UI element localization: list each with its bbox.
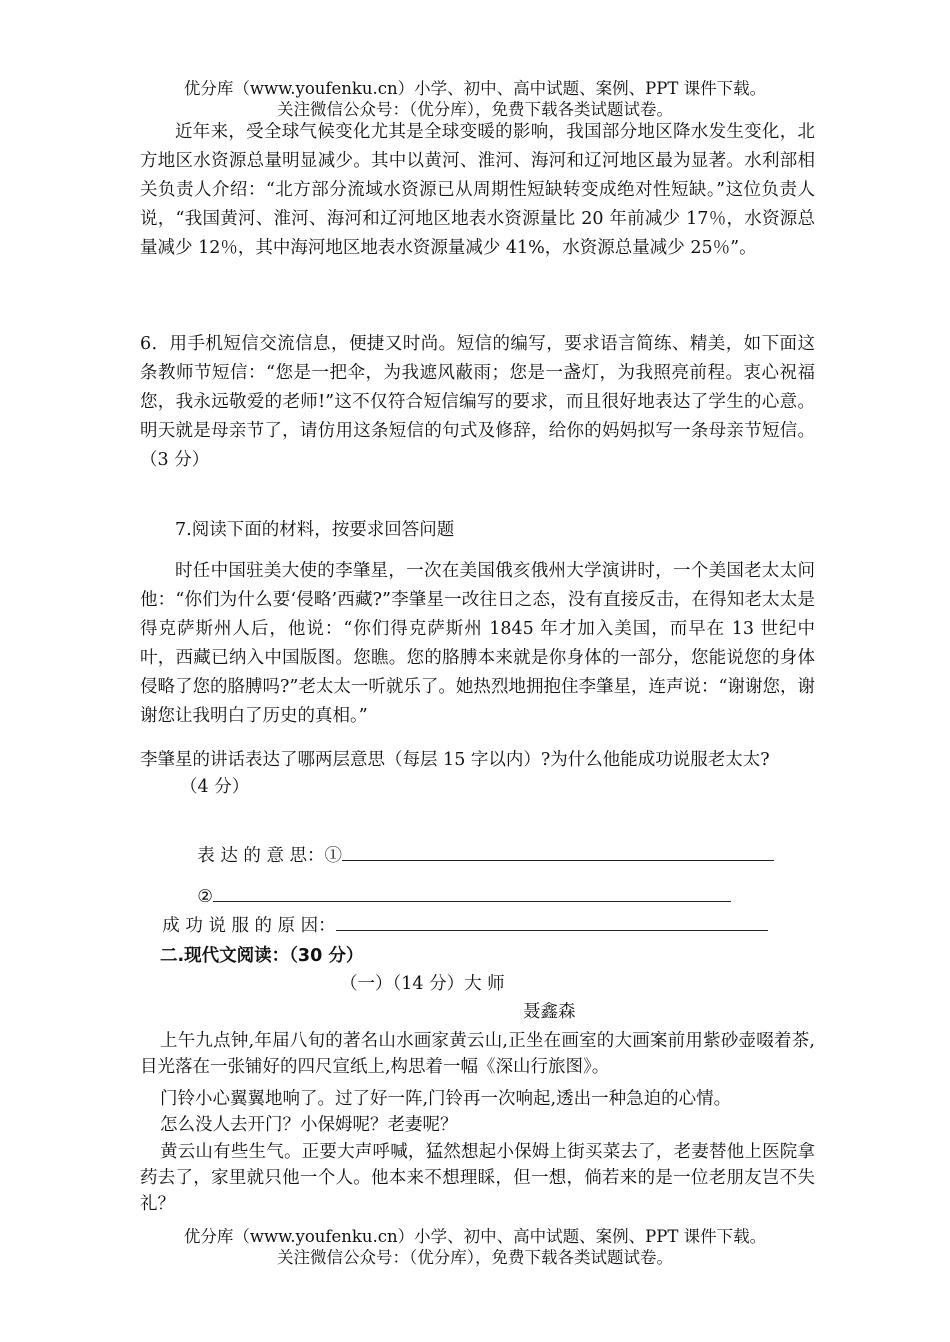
section-2-title: 二.现代文阅读：（30 分）	[160, 946, 364, 966]
section-2-author: 聂鑫森	[523, 1002, 576, 1022]
story-paragraph-2: 门铃小心翼翼地响了。过了好一阵,门铃再一次响起,透出一种急迫的心情。	[160, 1089, 732, 1109]
story-paragraph-3: 怎么没人去开门？小保姆呢？老妻呢？	[160, 1115, 458, 1135]
question-7-material: 时任中国驻美大使的李肇星，一次在美国俄亥俄州大学演讲时，一个美国老太太问他：“你们为什么要‘侵略’西藏?”李肇星一改往日之态，没有直接反击，在得知老太太是得克萨斯州人后，他说：“你们得克萨斯州 1845 年才加入美国，而早在 13 世纪中叶，西藏已纳入中国版图。您瞧。您的胳膊本来就是你身体的一部分，您能说您的身体侵略了您的胳膊吗?”老太太一听就乐了。她热烈地拥抱住李肇星，连声说：“谢谢您，谢谢您让我明白了历史的真相。”	[140, 561, 815, 726]
story-paragraph-4: 黄云山有些生气。正要大声呼喊，猛然想起小保姆上街买菜去了，老妻替他上医院拿药去了，家里就只他一个人。他本来不想理睬，但一想，倘若来的是一位老朋友岂不失礼？	[140, 1142, 815, 1214]
footer-line-2: 关注微信公众号：（优分库），免费下载各类试题试卷。	[277, 1248, 673, 1267]
intro-paragraph: 近年来，受全球气候变化尤其是全球变暖的影响，我国部分地区降水发生变化，北方地区水资源总量明显减少。其中以黄河、淮河、海河和辽河地区最为显著。水利部相关负责人介绍：“北方部分流域水资源已从周期性短缺转变成绝对性短缺。”这位负责人说，“我国黄河、淮河、海河和辽河地区地表水资源量比 20 年前减少 17％，水资源总量减少 12％，其中海河地区地表水资源量减少 41%，水资源总量减少 25％”。	[140, 122, 815, 258]
question-7-title: 7.阅读下面的材料，按要求回答问题	[175, 520, 455, 540]
question-7-points: （4 分）	[180, 777, 250, 797]
footer-line-1: 优分库（www.youfenku.cn）小学、初中、高中试题、案例、PPT 课件下载。	[183, 1227, 767, 1246]
section-2-subtitle: （一）（14 分）大 师	[340, 974, 505, 994]
story-paragraph-1: 上午九点钟,年届八旬的著名山水画家黄云山,正坐在画室的大画案前用紫砂壶啜着茶,目光落在一张铺好的四尺宣纸上,构思着一幅《深山行旅图》。	[140, 1031, 815, 1077]
page-footer	[0, 1226, 950, 1268]
answer-blank-3[interactable]	[336, 912, 768, 931]
header-line-2: 关注微信公众号：（优分库），免费下载各类试题试卷。	[277, 100, 673, 119]
question-7-prompt: 李肇星的讲话表达了哪两层意思（每层 15 字以内）?为什么他能成功说服老太太?	[140, 750, 770, 770]
page-header	[0, 78, 950, 120]
header-line-1: 优分库（www.youfenku.cn）小学、初中、高中试题、案例、PPT 课件下载。	[183, 79, 767, 98]
answer-label-1: 表 达 的 意 思：①	[197, 846, 343, 866]
answer-label-2: ②	[197, 887, 213, 907]
question-6: 6．用手机短信交流信息，便捷又时尚。短信的编写，要求语言简练、精美，如下面这条教师节短信：“您是一把伞，为我遮风蔽雨；您是一盏灯，为我照亮前程。衷心祝福您，我永远敬爱的老师!”这不仅符合短信编写的要求，而且很好地表达了学生的心意。明天就是母亲节了，请仿用这条短信的句式及修辞，给你的妈妈拟写一条母亲节短信。（3 分）	[140, 334, 815, 470]
answer-label-3: 成 功 说 服 的 原 因：	[162, 916, 336, 936]
